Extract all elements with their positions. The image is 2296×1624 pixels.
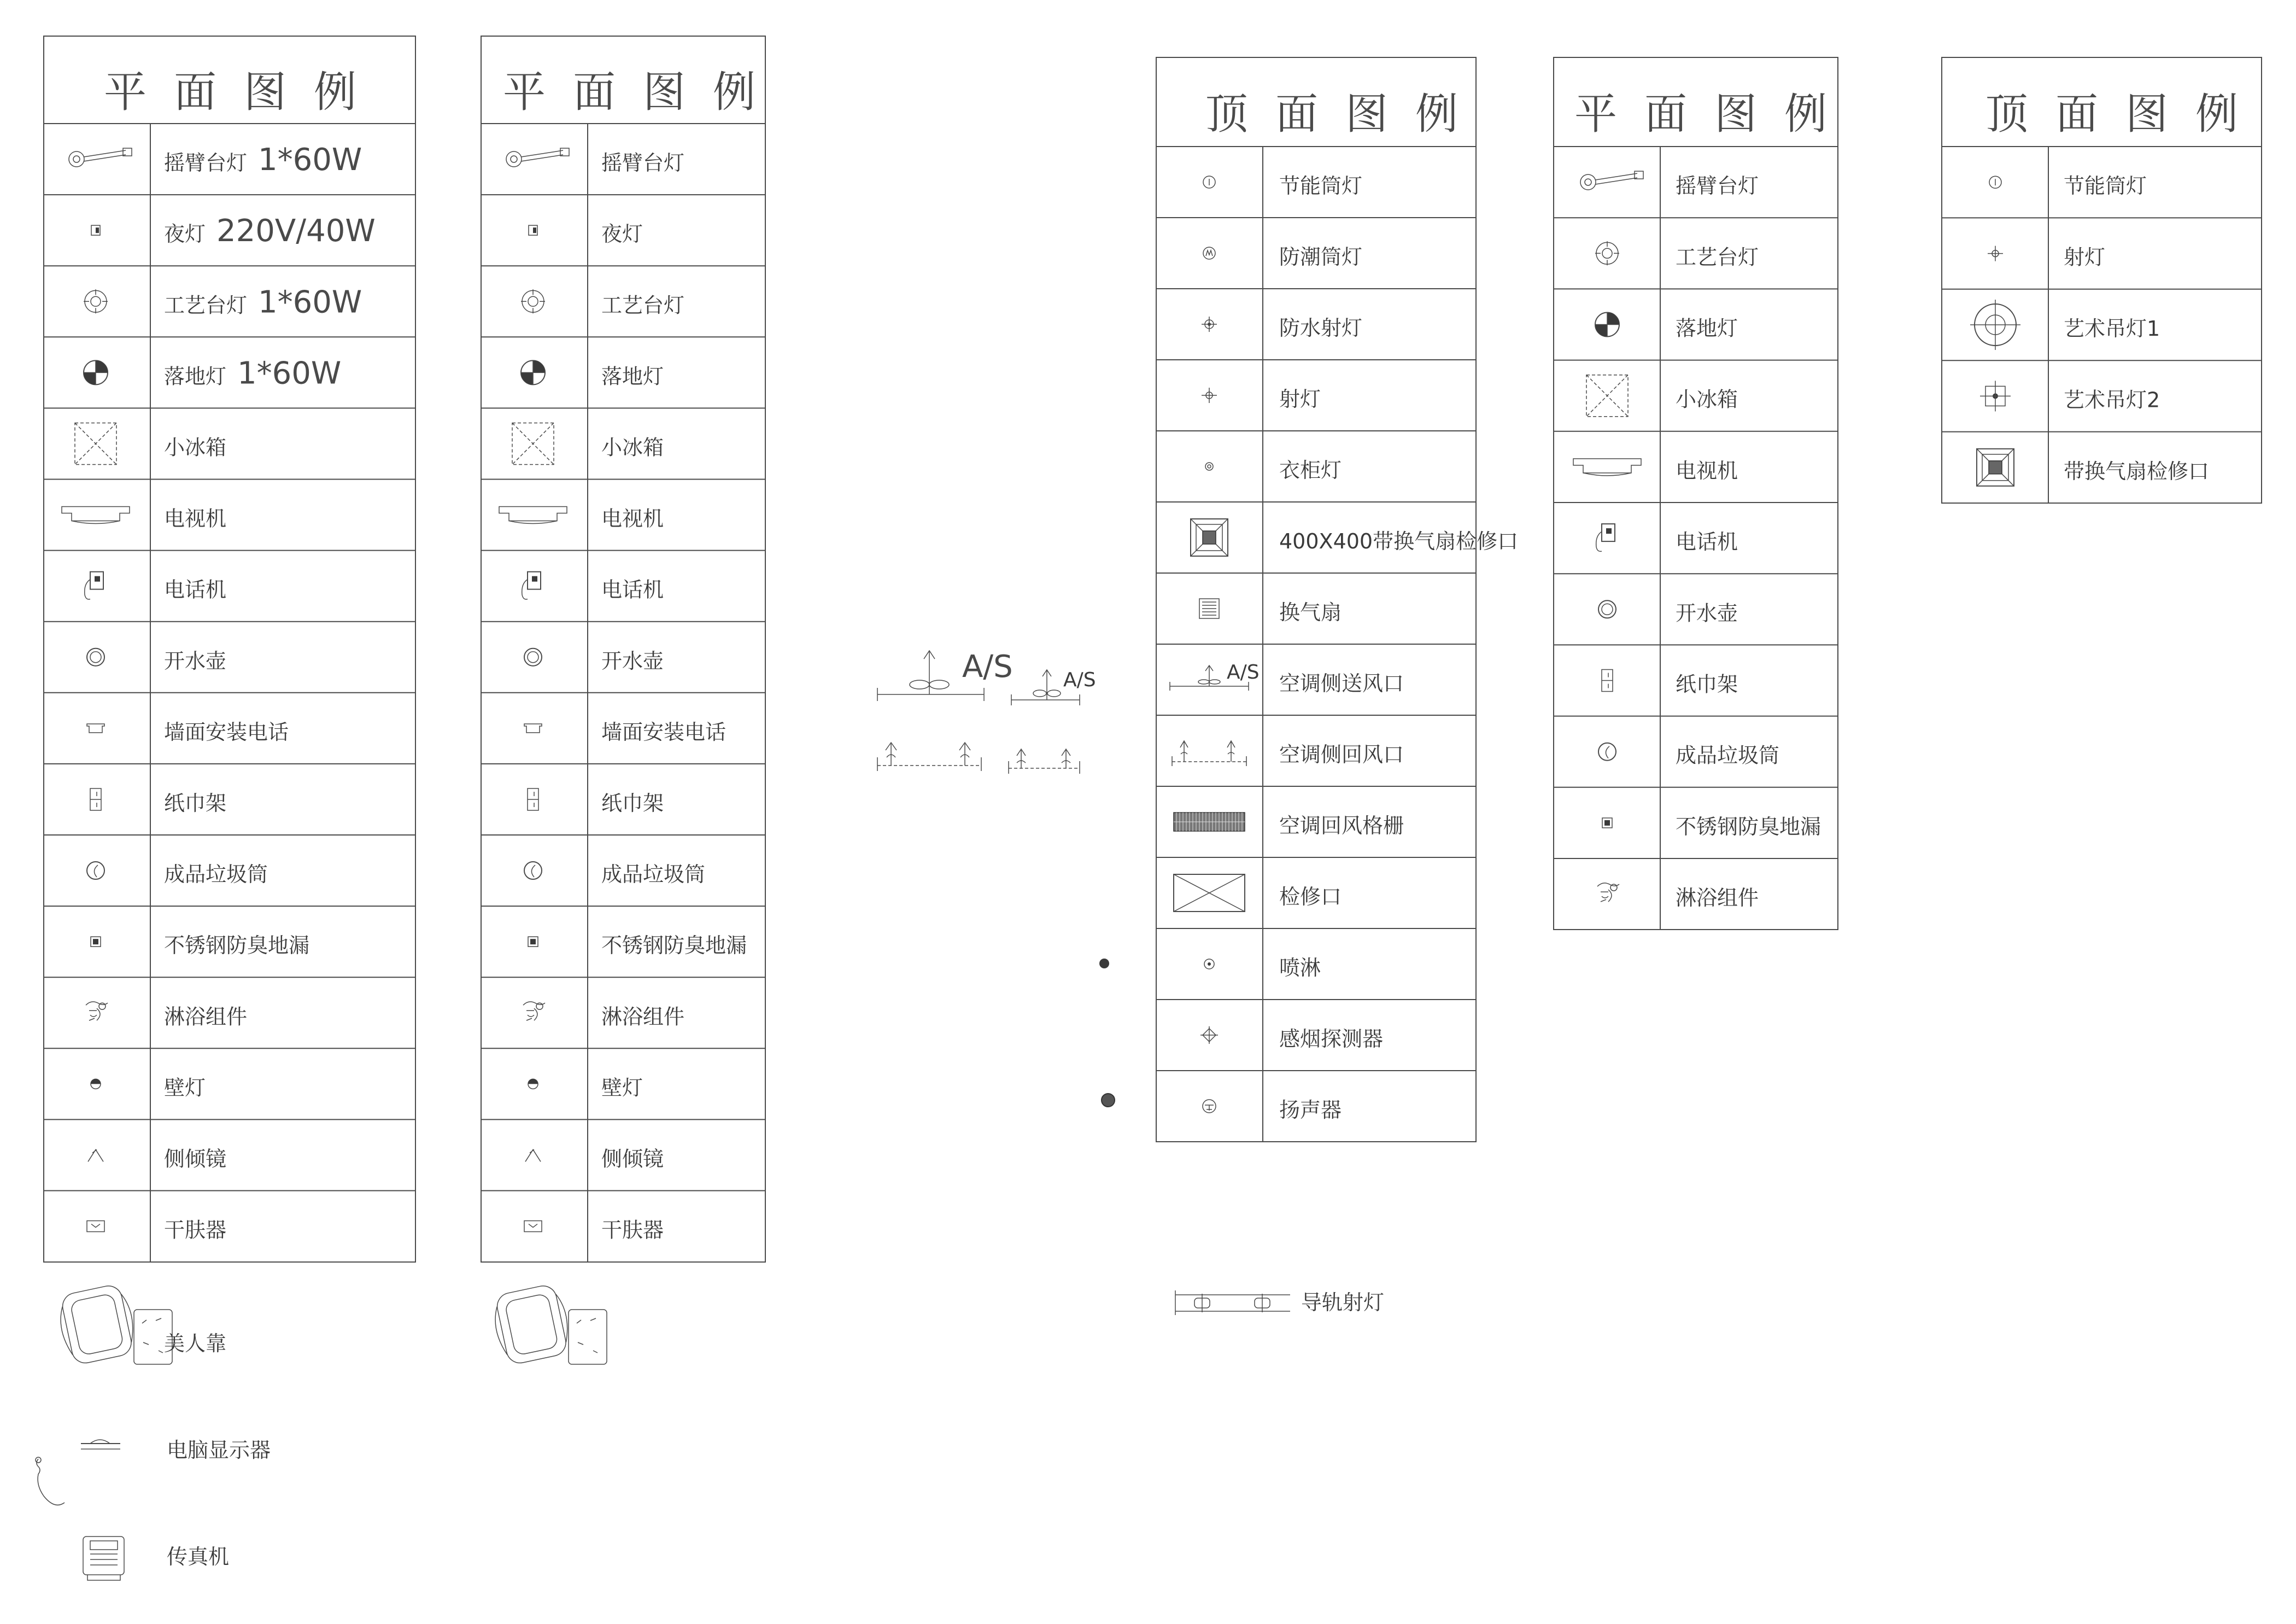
mini-fridge-icon <box>512 423 554 464</box>
legend-spec: 1*60W <box>237 355 342 392</box>
legend-label-tv: 电视机 <box>164 506 227 531</box>
vent-access-panel-icon <box>1191 519 1228 556</box>
legend-label-ac-side-supply: 空调侧送风口 <box>1279 671 1404 696</box>
legend-label-speaker: 扬声器 <box>1279 1098 1342 1122</box>
night-light-icon <box>529 225 537 235</box>
hand-dryer-icon <box>524 1221 542 1232</box>
ac-side-supply-icon <box>1170 661 1260 691</box>
legend-label-table-lamp: 工艺台灯 <box>1676 245 1759 270</box>
legend-label-telephone: 电话机 <box>1676 530 1738 554</box>
telephone-icon <box>85 572 103 599</box>
night-light-icon <box>91 225 100 235</box>
armchair-symbol-2 <box>489 1282 607 1366</box>
legend-label-trash-bin: 成品垃圾筒 <box>601 862 706 887</box>
swing-arm-lamp-icon <box>1580 171 1643 190</box>
legend-label-art-pendant-2: 艺术吊灯2 <box>2064 388 2160 412</box>
legend-table-plan-2 <box>481 36 783 1262</box>
legend-label-kettle: 开水壶 <box>601 649 664 673</box>
legend-label-downlight: 节能筒灯 <box>1279 174 1363 198</box>
legend-label-trash-bin: 成品垃圾筒 <box>1676 743 1780 768</box>
legend-table-plan-3 <box>1554 57 1854 930</box>
legend-label-tv: 电视机 <box>601 506 664 531</box>
wall-phone-icon <box>524 724 542 733</box>
legend-label-vent-access-panel: 带换气扇检修口 <box>2064 459 2210 483</box>
legend-label-vent-access-panel: 400X400带换气扇检修口 <box>1279 529 1519 553</box>
legend-label-tilt-mirror: 侧倾镜 <box>164 1147 227 1171</box>
tissue-holder-icon <box>528 788 538 810</box>
floor-drain-icon <box>528 937 538 947</box>
legend-label-waterproof-spotlight: 防水射灯 <box>1279 316 1363 340</box>
legend-table-plan-1 <box>44 36 415 1262</box>
legend-label-spotlight: 射灯 <box>2064 245 2106 270</box>
trash-bin-icon <box>87 862 104 879</box>
trash-bin-icon <box>524 862 542 879</box>
legend-label-access-panel: 检修口 <box>1279 885 1342 909</box>
mini-fridge-icon <box>75 423 116 464</box>
ac-side-return-icon <box>1172 741 1246 766</box>
swing-arm-lamp-icon <box>69 148 132 167</box>
legend-table-ceiling-2 <box>1942 57 2265 503</box>
sprinkler-icon <box>1204 959 1214 969</box>
legend-label-spotlight: 射灯 <box>1279 387 1321 411</box>
legend-label-shower-set: 淋浴组件 <box>1676 886 1759 910</box>
legend-label-swing-arm-lamp: 摇臂台灯 1*60W <box>164 142 362 178</box>
closet-light-icon <box>1205 463 1213 470</box>
legend-label-closet-light: 衣柜灯 <box>1279 458 1342 482</box>
dot-symbol <box>1099 959 1109 968</box>
legend-label-floor-lamp: 落地灯 1*60W <box>164 355 342 392</box>
shower-set-icon <box>1597 883 1619 902</box>
legend-spec: 220V/40W <box>216 213 376 249</box>
tv-icon <box>1573 459 1641 476</box>
trash-bin-icon <box>1598 743 1616 761</box>
wall-lamp-icon <box>91 1079 101 1089</box>
waterproof-spotlight-icon <box>1202 317 1217 332</box>
legend-label-mini-fridge: 小冰箱 <box>1676 387 1738 412</box>
legend-label-night-light: 夜灯 220V/40W <box>164 213 376 249</box>
art-pendant-1-icon <box>1970 300 2020 350</box>
track-light-label: 导轨射灯 <box>1301 1290 1385 1315</box>
legend-label-mini-fridge: 小冰箱 <box>601 435 664 460</box>
legend-spec: 1*60W <box>258 284 362 320</box>
telephone-icon <box>1596 524 1615 551</box>
monitor-label: 电脑显示器 <box>167 1438 271 1462</box>
legend-label-mini-fridge: 小冰箱 <box>164 435 227 460</box>
swing-arm-lamp-icon <box>506 148 569 167</box>
ac-diffuser-symbols <box>877 649 1096 774</box>
tv-icon <box>499 507 567 524</box>
legend-label-smoke-detector: 感烟探测器 <box>1279 1027 1384 1051</box>
track-spotlight-symbol <box>1175 1290 1384 1315</box>
mini-fridge-icon <box>1586 375 1628 417</box>
legend-label-floor-lamp: 落地灯 <box>1676 316 1738 341</box>
table-title: 平面图例 <box>503 68 783 117</box>
hatched-dot-symbol <box>1102 1094 1115 1107</box>
legend-label-downlight: 节能筒灯 <box>2064 174 2147 198</box>
legend-label-tissue-holder: 纸巾架 <box>601 791 664 815</box>
table-title: 顶面图例 <box>1985 90 2266 139</box>
legend-label-floor-drain: 不锈钢防臭地漏 <box>164 933 310 958</box>
legend-label-art-pendant-1: 艺术吊灯1 <box>2064 317 2160 341</box>
legend-label-swing-arm-lamp: 摇臂台灯 <box>1676 174 1759 198</box>
legend-label-shower-set: 淋浴组件 <box>601 1004 685 1029</box>
spotlight-icon <box>1202 388 1217 403</box>
table-title: 平面图例 <box>104 68 384 117</box>
telephone-icon <box>522 572 541 599</box>
exhaust-fan-icon <box>1199 599 1219 618</box>
legend-label-wall-phone: 墙面安装电话 <box>601 720 727 744</box>
tilt-mirror-icon <box>525 1149 541 1161</box>
legend-label-tv: 电视机 <box>1676 458 1738 483</box>
downlight-icon <box>1203 176 1215 188</box>
table-title: 平面图例 <box>1574 90 1855 139</box>
speaker-icon <box>1203 1100 1216 1113</box>
floor-lamp-icon <box>1595 313 1619 337</box>
legend-label-hand-dryer: 干肤器 <box>601 1218 664 1242</box>
downlight-icon <box>1989 176 2001 188</box>
legend-label-kettle: 开水壶 <box>1676 601 1738 626</box>
legend-label-telephone: 电话机 <box>601 577 664 602</box>
shower-set-icon <box>86 1002 108 1020</box>
legend-label-night-light: 夜灯 <box>601 222 643 247</box>
legend-label-exhaust-fan: 换气扇 <box>1279 600 1342 624</box>
vent-access-panel-icon <box>1977 449 2014 486</box>
shower-set-icon <box>523 1002 545 1020</box>
table-lamp-icon <box>1595 241 1619 265</box>
smoke-detector-icon <box>1200 1026 1218 1044</box>
legend-label-table-lamp: 工艺台灯 1*60W <box>164 284 362 320</box>
legend-label-moisture-downlight: 防潮筒灯 <box>1279 245 1363 269</box>
tissue-holder-icon <box>90 788 101 810</box>
legend-label-telephone: 电话机 <box>164 577 227 602</box>
legend-label-tissue-holder: 纸巾架 <box>164 791 227 815</box>
legend-label-trash-bin: 成品垃圾筒 <box>164 862 268 887</box>
legend-label-table-lamp: 工艺台灯 <box>601 293 685 318</box>
legend-label-floor-lamp: 落地灯 <box>601 364 664 389</box>
as-tag: A/S <box>962 649 1013 685</box>
legend-spec: 1*60W <box>258 142 362 178</box>
legend-label-wall-lamp: 壁灯 <box>164 1076 206 1100</box>
computer-monitor-symbol <box>36 1438 271 1505</box>
legend-label-floor-drain: 不锈钢防臭地漏 <box>601 933 747 958</box>
kettle-icon <box>1598 600 1616 618</box>
kettle-icon <box>87 649 104 666</box>
as-tag-small: A/S <box>1063 669 1096 691</box>
legend-label-wall-lamp: 壁灯 <box>601 1076 643 1100</box>
table-lamp-icon <box>521 289 545 313</box>
fax-label: 传真机 <box>167 1545 230 1569</box>
floor-drain-icon <box>1602 818 1612 828</box>
access-panel-icon <box>1174 874 1245 912</box>
legend-table-ceiling-1 <box>1156 57 1518 1142</box>
kettle-icon <box>524 649 542 666</box>
wall-lamp-icon <box>528 1079 538 1089</box>
moisture-downlight-icon <box>1203 247 1215 259</box>
legend-label-kettle: 开水壶 <box>164 649 227 673</box>
legend-label-wall-phone: 墙面安装电话 <box>164 720 289 744</box>
floor-drain-icon <box>91 937 101 947</box>
legend-label-hand-dryer: 干肤器 <box>164 1218 227 1242</box>
table-lamp-icon <box>84 289 108 313</box>
ac-return-grille-icon <box>1174 813 1245 831</box>
art-pendant-2-icon <box>1980 381 2011 411</box>
armchair-label: 美人靠 <box>164 1331 227 1356</box>
legend-label-shower-set: 淋浴组件 <box>164 1004 248 1029</box>
wall-phone-icon <box>87 724 104 733</box>
fax-machine-symbol <box>83 1537 229 1580</box>
legend-label-ac-side-return: 空调侧回风口 <box>1279 743 1404 767</box>
legend-label-sprinkler: 喷淋 <box>1279 956 1321 980</box>
tv-icon <box>62 507 130 524</box>
spotlight-icon <box>1988 246 2003 261</box>
tissue-holder-icon <box>1602 670 1613 692</box>
as-tag: A/S <box>1227 661 1260 684</box>
legend-label-ac-return-grille: 空调回风格栅 <box>1279 814 1404 838</box>
hand-dryer-icon <box>87 1221 104 1232</box>
floor-lamp-icon <box>84 360 108 384</box>
floor-lamp-icon <box>521 360 545 384</box>
legend-label-tissue-holder: 纸巾架 <box>1676 672 1738 697</box>
legend-label-tilt-mirror: 侧倾镜 <box>601 1147 664 1171</box>
armchair-symbol <box>55 1282 226 1366</box>
legend-label-swing-arm-lamp: 摇臂台灯 <box>601 151 685 176</box>
tilt-mirror-icon <box>88 1149 103 1161</box>
table-title: 顶面图例 <box>1205 90 1486 139</box>
legend-label-floor-drain: 不锈钢防臭地漏 <box>1676 814 1821 839</box>
